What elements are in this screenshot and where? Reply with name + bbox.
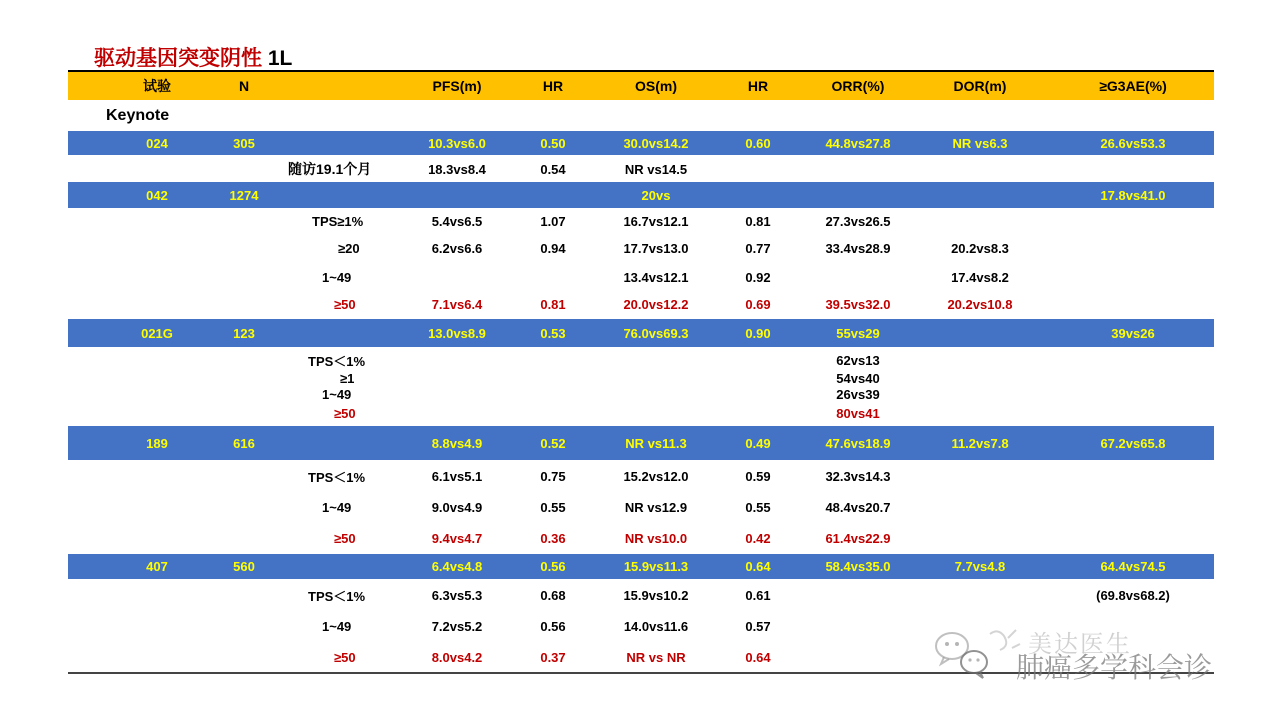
section-label-keynote: Keynote [106,107,170,124]
cell-hr1: 0.56 [540,559,566,574]
cell-ae: 17.8vs41.0 [1100,187,1166,203]
header-orr: ORR(%) [831,78,885,94]
header-hr-pfs: HR [542,78,564,94]
page-title-main: 驱动基因突变阴性 [94,47,262,70]
cell-orr: 26vs39 [836,387,880,402]
cell-orr: 54vs40 [836,370,880,386]
cell-orr: 27.3vs26.5 [825,214,891,229]
cell-dor [928,209,1032,234]
cell-n [208,582,280,608]
cell-hr2 [723,157,793,181]
cell-sub [288,554,406,579]
cell-dor: 20.2vs8.3 [951,240,1009,256]
cell-hr1: 0.54 [540,161,566,177]
cell-dor [928,157,1032,181]
cell-hr2: 0.90 [745,325,771,341]
cell-hr2 [723,370,793,386]
table-row-subgroup [68,494,1214,520]
cell-os: 15.2vs12.0 [623,469,689,484]
cell-trial [118,525,196,551]
cell-sub: ≥20 [338,240,360,256]
cell-hr2: 0.59 [745,469,771,484]
cell-sub: 1~49 [322,269,352,285]
table-row-subgroup [68,352,1214,368]
cell-n: 560 [233,559,255,574]
cell-n [208,264,280,290]
cell-n [208,235,280,261]
header-trial: 试验 [143,78,171,94]
cell-n [208,525,280,551]
cell-ae [1078,464,1188,489]
cell-pfs [413,264,501,290]
cell-sub: ≥1 [340,370,355,386]
cell-ae [1078,494,1188,520]
page-title [94,42,292,72]
cell-n [208,404,280,422]
cell-trial [118,209,196,234]
cell-sub [288,426,406,460]
cell-os: 20.0vs12.2 [623,296,689,312]
cell-os: 14.0vs11.6 [623,619,689,634]
cell-trial [118,157,196,181]
table-row-trial [68,131,1214,155]
table-row-trial [68,182,1214,208]
cell-orr [803,613,913,640]
cell-hr2: 0.60 [745,135,771,151]
cell-hr2 [723,352,793,368]
cell-sub: 1~49 [322,499,352,515]
cell-pfs: 9.0vs4.9 [431,499,483,515]
cell-orr: 62vs13 [836,352,880,368]
cell-hr1 [518,352,588,368]
cell-sub: ≥50 [334,405,356,421]
cell-n [208,291,280,317]
cell-dor [928,352,1032,368]
table-header-row [68,72,1214,100]
cell-hr2: 0.57 [745,619,771,634]
cell-orr [803,157,913,181]
cell-trial: 407 [146,559,168,574]
cell-dor: 11.2vs7.8 [951,435,1009,451]
wechat-logo-icon [930,624,1026,684]
cell-hr1 [518,182,588,208]
cell-os: 15.9vs11.3 [623,559,689,574]
cell-orr [803,264,913,290]
cell-hr1: 0.81 [540,296,566,312]
cell-hr2 [723,386,793,403]
cell-hr2 [723,404,793,422]
cell-os: NR vs NR [626,650,686,665]
table-row-subgroup [68,370,1214,386]
cell-trial [118,291,196,317]
cell-os: NR vs12.9 [624,499,688,515]
cell-ae [1078,235,1188,261]
cell-hr1: 0.55 [540,499,566,515]
cell-orr: 55vs29 [836,325,880,341]
table-row-subgroup [68,235,1214,261]
cell-pfs [413,352,501,368]
cell-sub: 随访19.1个月 [288,161,372,177]
cell-trial [118,582,196,608]
cell-hr1: 0.56 [540,619,566,634]
cell-trial [118,352,196,368]
watermark-line2: 肺癌多学科会诊 [1016,651,1213,684]
cell-dor: NR vs6.3 [952,135,1008,151]
cell-sub: ≥50 [334,296,356,312]
cell-hr1: 0.36 [540,530,566,546]
cell-n [208,464,280,489]
table-row-trial [68,554,1214,579]
cell-hr1 [518,404,588,422]
cell-hr1: 0.50 [540,135,566,151]
cell-dor: 7.7vs4.8 [954,559,1006,574]
cell-pfs: 6.3vs5.3 [431,587,483,603]
watermark [930,624,1250,684]
cell-dor [928,182,1032,208]
cell-trial [118,264,196,290]
cell-hr2: 0.61 [745,587,771,603]
cell-hr2: 0.55 [745,499,771,515]
cell-hr1: 0.94 [540,240,566,256]
cell-hr1: 0.53 [540,325,566,341]
cell-ae [1078,352,1188,368]
watermark-line1: 美达医生 [1028,630,1132,658]
cell-sub: ≥50 [334,530,356,546]
cell-os: NR vs11.3 [625,435,687,451]
cell-orr: 39.5vs32.0 [825,296,891,312]
cell-trial [118,370,196,386]
cell-dor [928,464,1032,489]
cell-trial: 021G [141,325,173,341]
cell-dor [928,582,1032,608]
table-row-subgroup [68,264,1214,290]
cell-ae: 64.4vs74.5 [1100,559,1166,574]
cell-orr: 33.4vs28.9 [825,240,891,256]
cell-hr1 [518,370,588,386]
cell-n [208,352,280,368]
cell-ae: 39vs26 [1111,325,1155,341]
cell-n [208,613,280,640]
table-row-subgroup [68,386,1214,403]
cell-pfs: 7.1vs6.4 [431,296,483,312]
cell-dor [928,370,1032,386]
cell-dor [928,319,1032,347]
cell-sub: TPS＜1% [308,353,366,369]
cell-n: 616 [233,435,255,451]
page-title-suffix: 1L [262,47,293,70]
cell-sub: TPS＜1% [308,470,366,485]
cell-orr: 48.4vs20.7 [825,499,891,515]
cell-os: 30.0vs14.2 [623,135,689,151]
cell-trial [118,235,196,261]
cell-os [603,352,709,368]
cell-orr: 61.4vs22.9 [825,530,891,546]
cell-trial [118,494,196,520]
cell-ae: 67.2vs65.8 [1100,435,1166,451]
header-pfs: PFS(m) [432,78,482,94]
table-row-subgroup [68,209,1214,234]
cell-hr1: 0.52 [540,435,566,451]
cell-pfs: 7.2vs5.2 [431,619,483,634]
cell-orr: 44.8vs27.8 [825,135,891,151]
cell-pfs [413,404,501,422]
cell-sub: 1~49 [322,619,352,634]
cell-hr1: 0.68 [540,587,566,603]
cell-pfs: 18.3vs8.4 [428,161,486,177]
cell-trial [118,404,196,422]
cell-sub: TPS＜1% [308,588,366,604]
cell-ae: 26.6vs53.3 [1100,135,1166,151]
cell-ae [1078,157,1188,181]
cell-trial [118,613,196,640]
header-dor: DOR(m) [953,78,1007,94]
cell-hr2: 0.69 [745,296,771,312]
table-row-subgroup [68,404,1214,422]
cell-hr1: 1.07 [540,214,566,229]
cell-hr2: 0.81 [745,214,771,229]
cell-trial [118,386,196,403]
cell-n [208,157,280,181]
cell-pfs: 10.3vs6.0 [428,135,486,151]
cell-os: NR vs14.5 [624,161,688,177]
table-row-subgroup [68,525,1214,551]
cell-ae [1078,370,1188,386]
cell-os: 16.7vs12.1 [623,214,689,229]
cell-hr2: 0.64 [745,559,771,574]
cell-ae: (69.8vs68.2) [1096,587,1170,603]
cell-pfs: 6.4vs4.8 [431,559,483,574]
cell-sub: 1~49 [322,387,352,402]
cell-os: 76.0vs69.3 [623,325,689,341]
cell-sub: ≥50 [334,650,356,665]
cell-hr1: 0.37 [540,650,566,665]
cell-pfs: 5.4vs6.5 [431,214,483,229]
cell-n: 123 [233,325,255,341]
cell-n: 305 [233,135,255,151]
cell-os: 15.9vs10.2 [623,587,689,603]
cell-pfs: 8.8vs4.9 [431,435,483,451]
cell-orr: 47.6vs18.9 [825,435,891,451]
cell-hr2: 0.42 [745,530,771,546]
cell-orr: 80vs41 [836,405,880,421]
cell-ae [1078,291,1188,317]
cell-dor: 17.4vs8.2 [951,269,1009,285]
cell-orr [803,182,913,208]
cell-ae [1078,404,1188,422]
cell-pfs: 6.1vs5.1 [431,469,483,484]
cell-os: 17.7vs13.0 [623,240,689,256]
cell-trial: 189 [146,435,168,451]
cell-os [603,386,709,403]
cell-pfs: 13.0vs8.9 [428,325,486,341]
cell-orr [803,582,913,608]
cell-hr2 [723,182,793,208]
cell-hr1: 0.75 [540,469,566,484]
cell-dor [928,386,1032,403]
cell-trial: 042 [146,187,168,203]
cell-pfs [413,386,501,403]
cell-n [208,644,280,671]
cell-n [208,370,280,386]
cell-orr [803,644,913,671]
table-row-subgroup [68,464,1214,489]
cell-sub [288,131,406,155]
cell-hr2: 0.49 [745,435,771,451]
cell-pfs: 9.4vs4.7 [431,530,483,546]
cell-dor: 20.2vs10.8 [947,296,1013,312]
cell-sub [288,182,406,208]
cell-orr: 32.3vs14.3 [825,469,891,484]
table-row-subgroup [68,157,1214,181]
table-row-trial [68,426,1214,460]
cell-dor [928,494,1032,520]
cell-sub: TPS≥1% [312,214,364,229]
cell-dor [928,525,1032,551]
header-hr-os: HR [747,78,769,94]
cell-pfs [413,182,501,208]
cell-n [208,386,280,403]
cell-trial [118,644,196,671]
table-row-subgroup [68,582,1214,608]
cell-os: NR vs10.0 [624,530,688,546]
cell-pfs: 6.2vs6.6 [431,240,483,256]
cell-trial: 024 [146,135,168,151]
cell-n [208,494,280,520]
cell-orr: 58.4vs35.0 [825,559,891,574]
cell-n: 1274 [229,187,259,203]
cell-hr2: 0.64 [745,650,771,665]
cell-hr1 [518,264,588,290]
table-row-trial [68,319,1214,347]
cell-pfs [413,370,501,386]
cell-os [603,404,709,422]
header-n: N [238,78,250,94]
cell-sub [288,319,406,347]
cell-hr1 [518,386,588,403]
cell-hr2: 0.77 [745,240,771,256]
cell-ae [1078,264,1188,290]
header-os: OS(m) [635,78,677,94]
cell-ae [1078,525,1188,551]
header-g3ae: ≥G3AE(%) [1099,78,1167,94]
cell-os: 13.4vs12.1 [623,269,689,285]
cell-hr2: 0.92 [745,269,771,285]
table-row-subgroup [68,291,1214,317]
cell-pfs: 8.0vs4.2 [431,650,483,665]
cell-ae [1078,386,1188,403]
cell-os [603,370,709,386]
cell-ae [1078,209,1188,234]
cell-n [208,209,280,234]
cell-os: 20vs [641,187,671,203]
cell-dor [928,404,1032,422]
cell-trial [118,464,196,489]
